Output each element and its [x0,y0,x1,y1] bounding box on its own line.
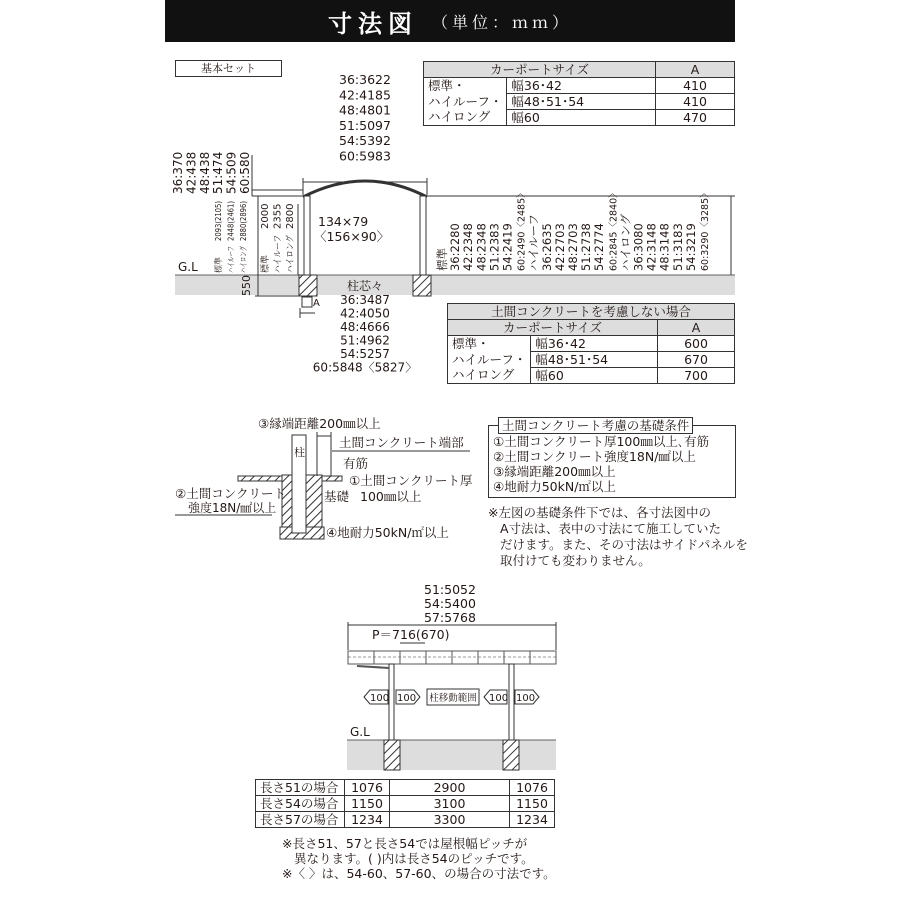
height-value: 54:2419 [500,223,515,271]
roof-rise-value: 36:370 [171,151,185,194]
height-value: 60:3290〈3285〉 [700,188,711,271]
note-line: A寸法は、表中の寸法にて施工していた [500,521,722,536]
cell-type: ハイロング [448,368,531,384]
note-line: だけます。また、その寸法はサイドパネルを [500,537,748,552]
bearing-label: ④地耐力50kN/㎡以上 [326,525,449,540]
cell: 2900 [390,780,510,796]
table-row [256,780,555,796]
cell: 1076 [510,780,555,796]
eave-height-type: ハイルーフ [226,233,236,273]
foundation-conditions-box [488,425,736,498]
height-value: 36:2280 [448,223,463,271]
cell-width: 幅48･51･54 [507,94,656,110]
post-center-value: 48:4666 [340,320,390,334]
height-value: 48:3148 [657,223,672,271]
gl-label-side: G.L [350,725,370,739]
table-row [256,796,555,812]
height-value: 48:2348 [474,223,489,271]
beam-height-type: ハイルーフ [273,228,284,273]
header-a: A [658,320,735,336]
beam-height-value: 2800 [285,203,296,229]
cell-type: ハイルーフ・ [424,94,507,110]
a-label: A [313,298,320,309]
eave-height-type: 標準 [214,257,223,273]
footnote-line: ※長さ51、57と長さ54では屋根幅ピッチが [282,836,528,851]
height-value: 36:2635 [539,223,554,271]
footnote-line: ※〈 〉は、54-60、57-60、の場合の寸法です。 [282,866,556,881]
post-center-value: 36:3487 [340,293,390,307]
height-value: 42:2348 [461,223,476,271]
cell: 1150 [345,796,390,812]
height-value: 51:3183 [670,223,685,271]
height-value: ハイロング [618,213,633,271]
post-size-alt: 〈156×90〉 [314,229,390,244]
beam-height-value: 2355 [272,203,284,229]
thickness-label: ①土間コンクリート厚 [349,473,473,488]
cell: 1076 [345,780,390,796]
eave-height-value: 2448(2461) [226,194,236,241]
conditions-note [488,505,768,569]
length-51: 51:5052 [424,582,476,597]
strength-value: 強度18N/㎟以上 [188,501,277,515]
post-right [420,196,426,275]
height-value: 51:2383 [487,223,502,271]
roof-rise-value: 48:438 [197,151,212,194]
height-value: 42:3148 [644,223,659,271]
cell: 3300 [390,812,510,828]
roof-rise-value: 54:509 [224,151,239,194]
height-value: 51:2738 [579,223,594,271]
height-value: 60:2490〈2485〉 [516,188,528,271]
eave-height-list [213,194,248,273]
move-left-100: 100 [370,693,390,704]
length-54: 54:5400 [424,596,476,611]
length-57: 57:5768 [424,610,476,625]
base-label: 基礎 [324,489,350,504]
beam-height-type: ハイロング [286,228,296,273]
cell: 3100 [390,796,510,812]
height-value: 60:2845〈2840〉 [608,188,620,271]
header-a: A [656,62,735,78]
cell-width: 幅36･42 [507,78,656,94]
ground-band [175,275,735,295]
cell-a: 600 [658,336,735,352]
post-center-value: 51:4962 [340,333,390,348]
note-line: 取付けても変わりません。 [500,553,651,568]
overall-width-list [339,72,391,164]
cell-width: 幅48･51･54 [531,352,658,368]
side-view [347,582,556,770]
side-post-right [509,664,514,741]
side-post-left [389,664,394,741]
row-label: 長さ54の場合 [256,796,345,812]
gl-label: G.L [178,260,198,274]
row-label: 長さ51の場合 [256,780,345,796]
height-value: 54:3219 [683,223,698,271]
cell: 1234 [345,812,390,828]
beam-height-list [259,204,296,273]
overall-width-value: 36:3622 [339,72,391,87]
table-row [448,368,735,384]
cell-width: 幅36･42 [531,336,658,352]
cell: 1234 [510,812,555,828]
edge-distance-label: ③縁端距離200㎜以上 [258,416,381,431]
cell-width: 幅60 [507,110,656,126]
post-move-range-label: 柱移動範囲 [429,693,477,704]
height-value: 54:2774 [592,223,607,271]
height-value: 標準 [435,248,449,271]
pitch-label: P＝716(670) [372,627,450,642]
height-value: 42:2703 [552,223,567,271]
cell-type: 標準・ [448,336,531,352]
header-size: カーポートサイズ [448,320,658,336]
conditions-title: 土間コンクリート考慮の基礎条件 [498,417,693,434]
a-marker [302,297,312,307]
cell: 1150 [510,796,555,812]
height-value: 36:3080 [631,223,646,271]
post-size: 134×79 [318,214,369,229]
overall-width-value: 51:5097 [339,117,391,133]
height-value: 48:2703 [566,223,580,271]
overall-width-value: 42:4185 [339,87,391,103]
overall-width-value: 60:5983 [339,148,391,164]
move-left-100: 100 [489,693,509,704]
eave-height-value: 2880(2896) [239,194,248,241]
cell-type: 標準・ [424,78,507,94]
height-value: ハイルーフ [526,214,541,271]
roof-rise-list [171,152,252,194]
overall-width-value: 48:4801 [339,102,391,118]
post-spacing-table [255,779,555,828]
total-height-list [435,188,711,271]
unit-label: （単位：ｍｍ） [431,12,572,32]
foundation-right [413,275,431,296]
strength-label: ②土間コンクリート [175,486,286,501]
beam-height-type: 標準 [261,254,271,273]
rebar-label: 有筋 [343,456,369,471]
foundation-left [299,275,317,296]
eave-height-value: 2093(2105) [214,194,223,241]
cell-type: ハイロング [424,110,507,126]
no-slab-table [447,303,735,384]
move-right-100: 100 [516,693,536,704]
condition-item: ①土間コンクリート厚100㎜以上､有筋 [493,434,710,449]
basic-set-label: 基本セット [175,60,282,77]
table-row [448,352,735,368]
condition-item: ③縁端距離200㎜以上 [493,464,616,479]
post-center-label: 柱芯々 [346,279,384,293]
roof-rise-value: 42:438 [184,151,199,194]
table-row [256,812,555,828]
cell-a: 470 [656,110,735,126]
thickness-value: 100㎜以上 [360,489,422,504]
post-center-value: 60:5848〈5827〉 [312,360,418,375]
roof-arc [303,181,427,197]
overall-width-value: 54:5392 [339,133,391,149]
slab-edge-label: 土間コンクリート端部 [339,435,464,450]
footnote-line: 異なります。( )内は長さ54のピッチです。 [294,851,534,866]
cell-type: ハイルーフ・ [448,352,531,368]
eave-height-type: ハイロング [239,233,248,273]
condition-item: ④地耐力50kN/㎡以上 [493,479,616,494]
page-title: 寸法図 [327,9,418,38]
post-center-value: 42:4050 [340,306,390,321]
cell-width: 幅60 [531,368,658,384]
post-center-list [313,293,417,375]
cell-a: 410 [656,94,735,110]
header-size: カーポートサイズ [424,62,656,78]
footnote [282,836,682,881]
row-label: 長さ57の場合 [256,812,345,828]
depth-value: 550 [240,275,253,296]
condition-item: ②土間コンクリート強度18N/㎟以上 [493,449,696,464]
roof-rise-value: 51:474 [211,151,226,194]
note-line: ※左図の基礎条件下では、各寸法図中の [488,505,711,520]
roof-rise-value: 60:580 [238,151,252,194]
cell-a: 670 [658,352,735,368]
cell-a: 700 [658,368,735,384]
beam-height-value: 2000 [260,203,271,229]
post-left [304,196,310,275]
foundation-detail [175,416,473,540]
move-right-100: 100 [397,693,417,704]
post-label: 柱 [294,446,305,459]
cell-a: 410 [656,78,735,94]
ground-band-side [347,740,556,770]
post-center-value: 54:5257 [340,347,390,361]
table-row [448,336,735,352]
table-title: 土間コンクリートを考慮しない場合 [448,304,735,320]
